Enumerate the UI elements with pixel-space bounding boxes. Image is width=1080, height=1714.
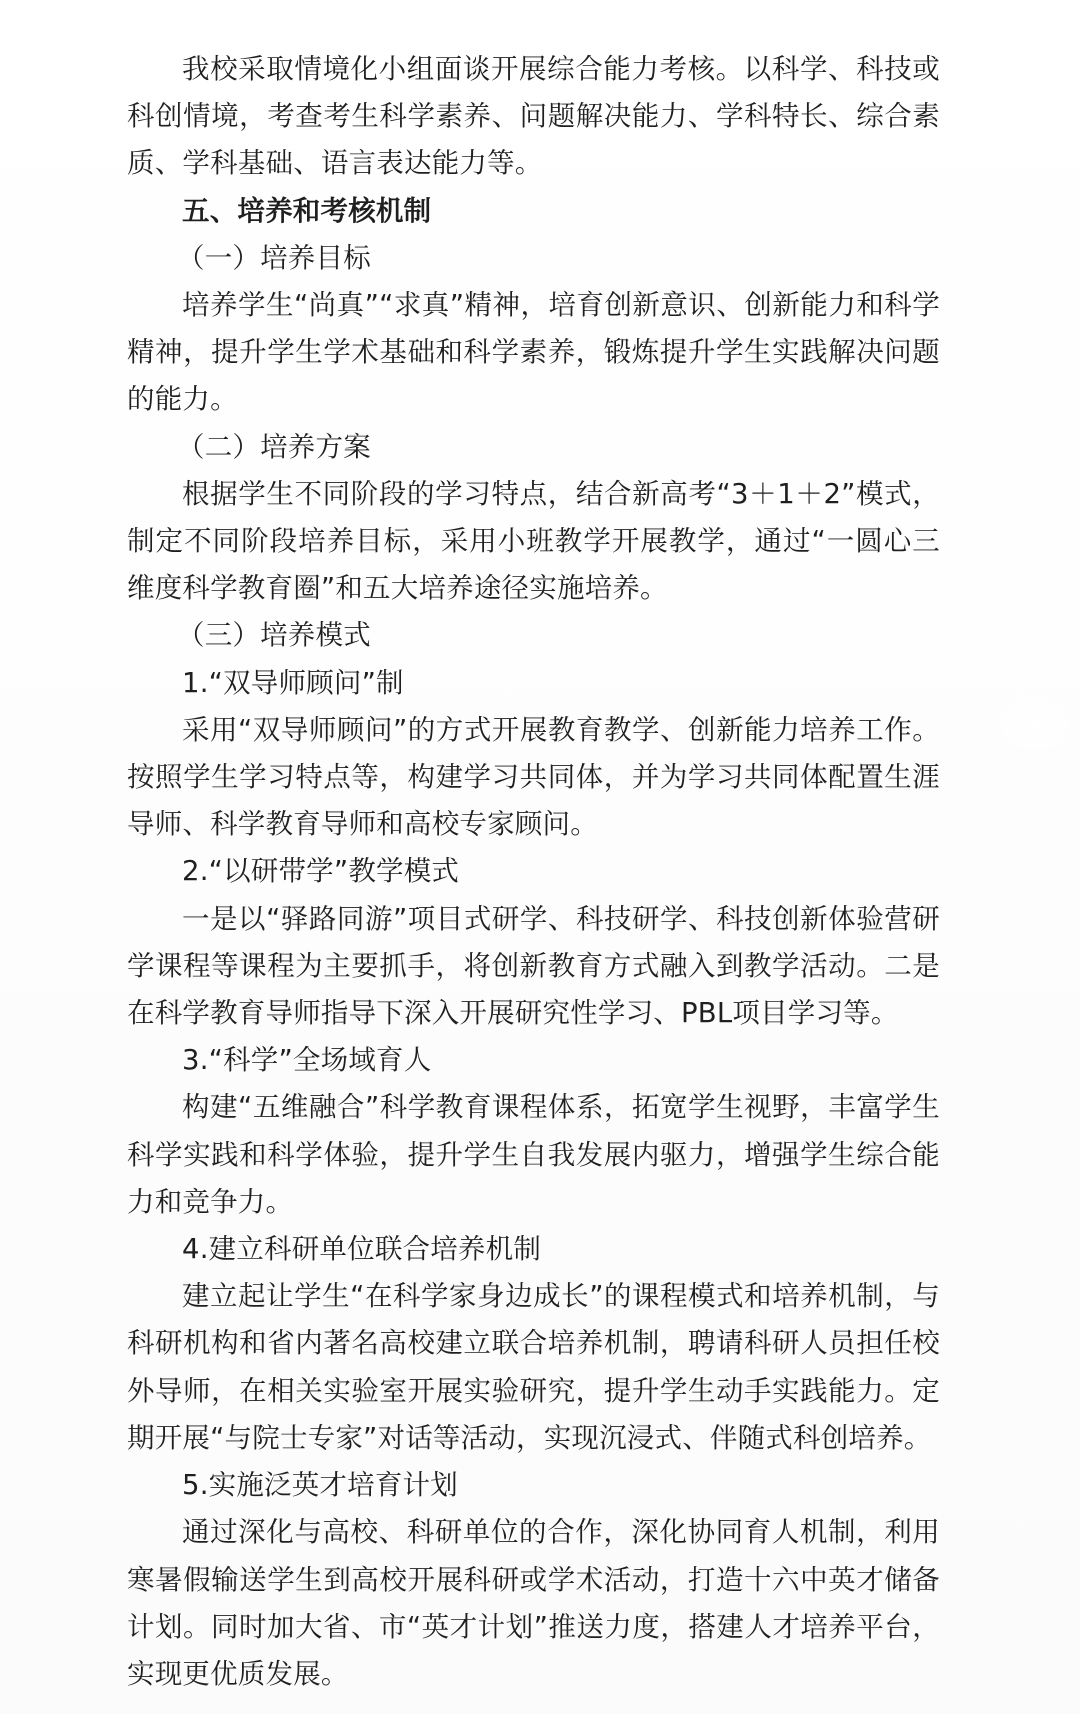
light-glare — [990, 690, 1080, 760]
item-heading-joint-training: 4.建立科研单位联合培养机制 — [182, 1233, 542, 1266]
paragraph-talent-plan: 通过深化与高校、科研单位的合作，深化协同育人机制，利用寒暑假输送学生到高校开展科研或学术活动，打造十六中英才储备计划。同时加大省、市“英才计划”推送力度，搭建人才培养平台，实现更优质发展。 — [127, 1516, 940, 1690]
item-heading-research-led-learning: 2.“以研带学”教学模式 — [182, 855, 460, 888]
paragraph-research-led-learning: 一是以“驿路同游”项目式研学、科技研学、科技创新体验营研学课程等课程为主要抓手，将创新教育方式融入到教学活动。二是在科学教育导师指导下深入开展研究性学习、PBL项目学习等。 — [127, 902, 940, 1030]
item-heading-science-education: 3.“科学”全场域育人 — [182, 1044, 432, 1077]
paragraph-training-plan: 根据学生不同阶段的学习特点，结合新高考“3＋1＋2”模式，制定不同阶段培养目标，采用小班教学开展教学，通过“一圆心三维度科学教育圈”和五大培养途径实施培养。 — [127, 477, 940, 605]
paragraph-training-goal: 培养学生“尚真”“求真”精神，培育创新意识、创新能力和科学精神，提升学生学术基础和科学素养，锻炼提升学生实践解决问题的能力。 — [127, 289, 940, 416]
paragraph-science-education: 构建“五维融合”科学教育课程体系，拓宽学生视野，丰富学生科学实践和科学体验，提升学生自我发展内驱力，增强学生综合能力和竞争力。 — [127, 1091, 940, 1218]
section-heading-training-mechanism: 五、培养和考核机制 — [182, 194, 432, 227]
item-heading-dual-mentor: 1.“双导师顾问”制 — [182, 666, 404, 699]
paragraph-assessment: 我校采取情境化小组面谈开展综合能力考核。以科学、科技或科创情境，考查考生科学素养、问题解决能力、学科特长、综合素质、学科基础、语言表达能力等。 — [127, 53, 940, 180]
item-heading-talent-plan: 5.实施泛英才培育计划 — [182, 1469, 458, 1502]
paragraph-joint-training: 建立起让学生“在科学家身边成长”的课程模式和培养机制，与科研机构和省内著名高校建立联合培养机制，聘请科研人员担任校外导师，在相关实验室开展实验研究，提升学生动手实践能力。定期开展“与院士专家”对话等活动，实现沉浸式、伴随式科创培养。 — [127, 1280, 940, 1454]
paragraph-dual-mentor: 采用“双导师顾问”的方式开展教育教学、创新能力培养工作。按照学生学习特点等，构建学习共同体，并为学习共同体配置生涯导师、科学教育导师和高校专家顾问。 — [127, 713, 940, 841]
subsection-heading-training-mode: （三）培养模式 — [177, 619, 371, 652]
subsection-heading-training-goal: （一）培养目标 — [177, 241, 371, 274]
subsection-heading-training-plan: （二）培养方案 — [177, 430, 371, 463]
